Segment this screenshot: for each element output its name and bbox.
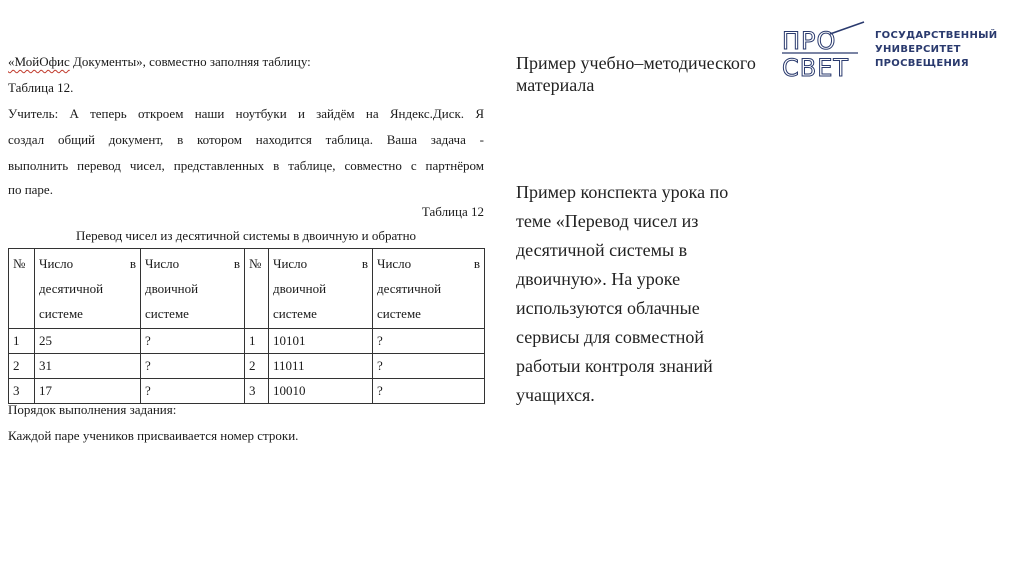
logo-mark-top: ПРО [782,27,837,55]
table-cell: ? [141,329,245,354]
table-cell: 1 [245,329,269,354]
table-cell: ? [373,354,485,379]
header-word: в [129,256,136,271]
header-word: в [233,256,240,271]
table-row [9,379,485,404]
header-word: системе [145,306,189,321]
header-cell-decimal [35,249,141,329]
logo-text-line-2: УНИВЕРСИТЕТ [875,44,961,55]
header-word: Число [39,256,74,271]
slide-text-panel [516,52,776,405]
header-word: двоичной [273,281,327,296]
paragraph-line-3: выполнить перевод чисел, представленных в таблице, совместно с партнёром [8,158,484,173]
header-word: десятичной [39,281,104,296]
table-caption: Перевод чисел из десятичной системы в двоичную и обратно [75,228,417,243]
table-reference: Таблица 12. [8,80,74,95]
intro-brand: «МойОфис [8,54,70,69]
logo-mark-bottom: СВЕТ [782,54,850,80]
order-text: Каждой паре учеников присваивается номер строки. [8,428,299,443]
table-cell: ? [141,379,245,404]
table-cell: 10101 [269,329,373,354]
header-cell-number: № [9,249,35,329]
intro-line [8,54,311,70]
table-row [9,354,485,379]
paragraph-line-4: по паре. [8,182,53,197]
order-heading: Порядок выполнения задания: [8,402,177,417]
header-word: двоичной [145,281,199,296]
table-cell: 10010 [269,379,373,404]
paragraph-line-1: Учитель: А теперь откроем наши ноутбуки и зайдём на Яндекс.Диск. Я [8,106,484,121]
table-cell: 2 [9,354,35,379]
table-cell: ? [141,354,245,379]
logo-text-line-1: ГОСУДАРСТВЕННЫЙ [875,30,998,41]
table-cell: 2 [245,354,269,379]
table-row [9,329,485,354]
intro-rest: Документы», совместно заполняя таблицу: [69,54,311,69]
table-cell: 3 [245,379,269,404]
header-word: Число [145,256,180,271]
header-word: десятичной [377,281,442,296]
header-word: системе [273,306,317,321]
header-word: в [361,256,368,271]
paragraph-line-2: создал общий документ, в котором находится таблица. Ваша задача - [8,132,484,147]
table-label: Таблица 12 [421,204,484,219]
slide-description: Пример конспекта урока по теме «Перевод чисел из десятичной системы в двоичную». На уроке используются облачные сервисы для совместной работыи контроля знаний учащихся. [516,182,729,405]
table-cell: 11011 [269,354,373,379]
table-cell: 1 [9,329,35,354]
header-cell-binary-2 [269,249,373,329]
table-cell: ? [373,329,485,354]
prosvet-logo-mark [778,20,870,80]
header-word: Число [273,256,308,271]
header-word: системе [377,306,421,321]
header-cell-decimal-2 [373,249,485,329]
logo-text-line-3: ПРОСВЕЩЕНИЯ [875,58,969,69]
table-header-row [9,249,485,329]
conversion-table [8,248,485,404]
prosvet-logo [778,20,998,80]
header-word: системе [39,306,83,321]
table-cell: 25 [35,329,141,354]
header-cell-binary [141,249,245,329]
table-cell: ? [373,379,485,404]
header-word: в [473,256,480,271]
table-cell: 3 [9,379,35,404]
header-word: Число [377,256,412,271]
table-cell: 31 [35,354,141,379]
table-cell: 17 [35,379,141,404]
header-cell-number-2: № [245,249,269,329]
slide-title: Пример учебно–методического материала [516,53,756,95]
